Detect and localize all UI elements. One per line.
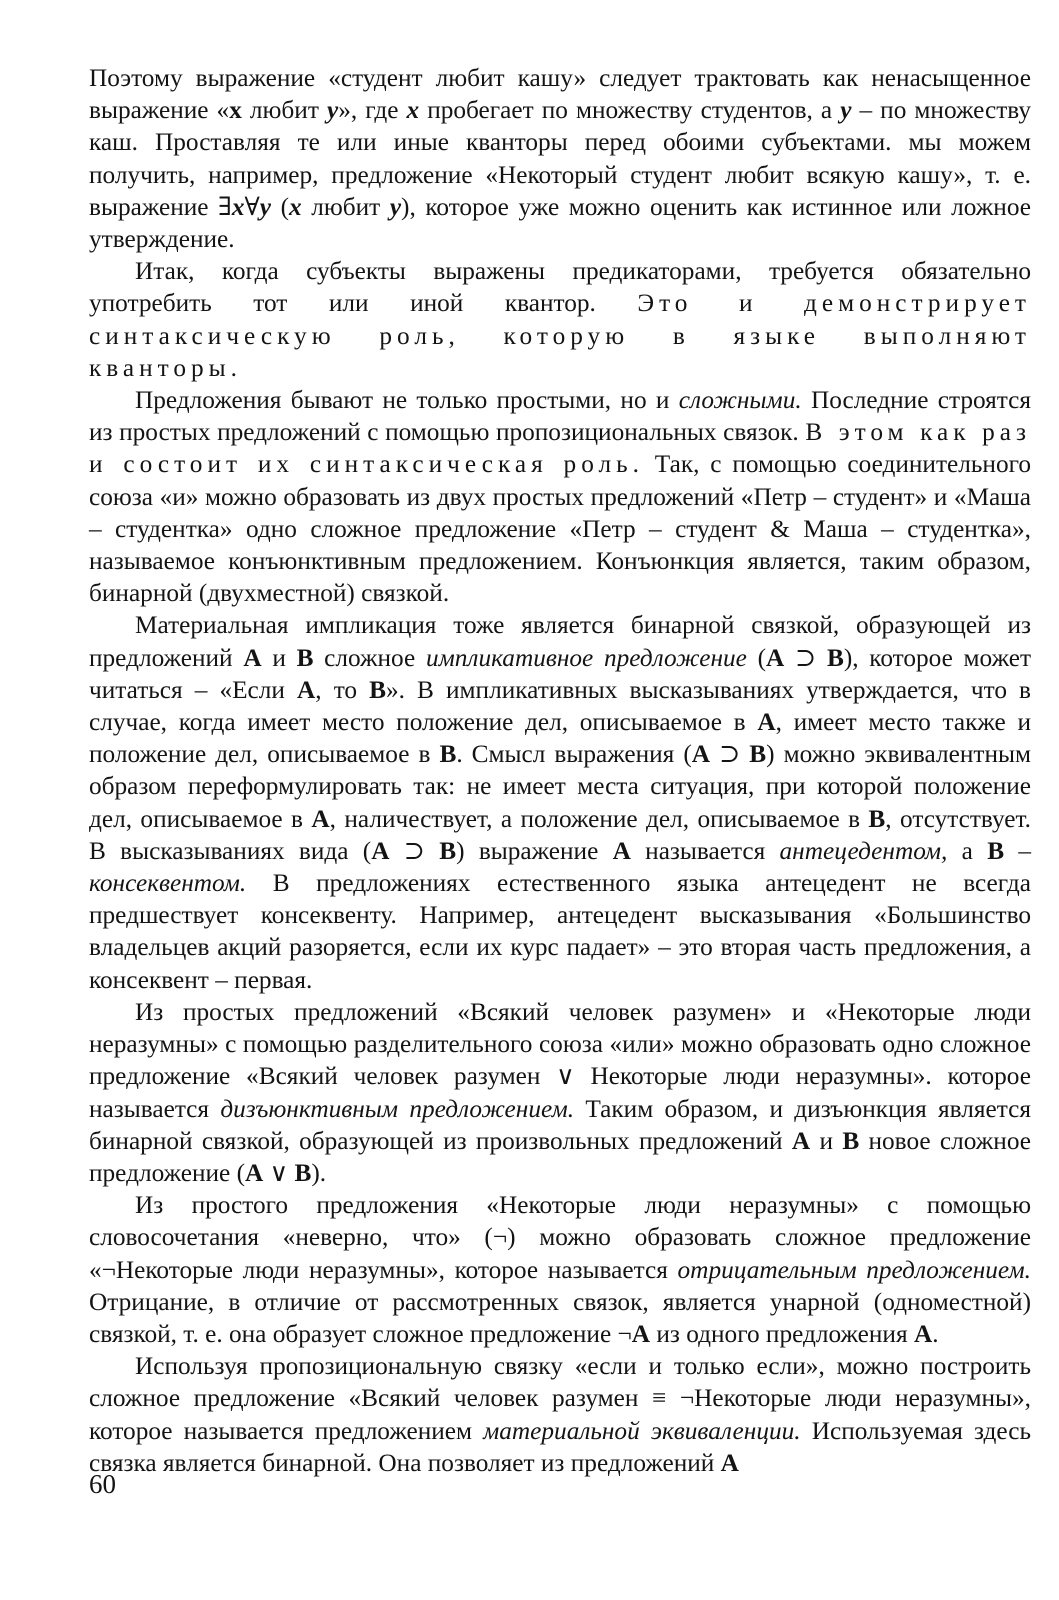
text-run: y bbox=[389, 192, 402, 221]
text-run: любит bbox=[301, 192, 390, 221]
text-run: B bbox=[749, 740, 767, 769]
text-run: В предложениях естественного языка антецедент не всегда предшествует консеквенту. Например, антецедент высказывания «Большинство владельцев акций разоряется, если их курс падает» – это вторая часть предложения, а консеквент – первая. bbox=[89, 869, 1031, 994]
text-run: , имеет место также и положение дел, описываемое в bbox=[89, 708, 1032, 769]
paragraph-2 bbox=[89, 255, 1031, 384]
text-run: Так, с помощью соединительного союза «и» можно образовать из двух простых предложений «Петр – студент» и «Маша – студентка» одно сложное предложение «Петр – студент & Маша – студентка», называемое конъюнктивным предложением. Конъюнкция является, таким образом, бинарной (двухместной) связкой. bbox=[89, 450, 1031, 608]
text-run: антецедентом, bbox=[779, 836, 948, 865]
text-run: B bbox=[369, 675, 387, 704]
text-run: ∀ bbox=[244, 192, 260, 221]
text-run: импликативное предложение bbox=[425, 643, 747, 672]
text-run: дизъюнктивным предложением. bbox=[220, 1094, 575, 1123]
text-run: из одного предложения bbox=[650, 1319, 914, 1348]
text-run: A bbox=[631, 1319, 651, 1348]
text-run: ( bbox=[746, 643, 767, 672]
paragraph-6 bbox=[89, 1189, 1031, 1350]
text-run: . bbox=[932, 1319, 939, 1348]
text-run: A bbox=[297, 675, 316, 704]
text-run: консеквентом. bbox=[89, 869, 247, 898]
text-run: Итак, когда субъекты выражены предикаторами, требуется обязательно употребить тот или иной квантор. bbox=[89, 257, 1031, 318]
text-run: В этом как раз и состоит их синтаксическая роль. bbox=[89, 418, 1031, 479]
text-run: A bbox=[913, 1319, 933, 1348]
text-run: ) можно эквивалентным образом переформулировать так: не имеет места ситуация, при которой положение дел, описываемое в bbox=[89, 740, 1031, 833]
text-run: B bbox=[987, 836, 1005, 865]
text-run: , отсутствует. В высказываниях вида ( bbox=[89, 804, 1031, 865]
text-run: новое сложное предложение ( bbox=[89, 1126, 1032, 1187]
text-run: x bbox=[231, 192, 245, 221]
text-run: », где bbox=[338, 96, 407, 125]
text-run: B bbox=[439, 740, 457, 769]
text-run: A bbox=[791, 1126, 811, 1155]
text-run: Из простого предложения «Некоторые люди неразумны» с помощью словосочетания «неверно, что» (¬) можно образовать сложное предложение «¬Некоторые люди неразумны», которое называется bbox=[89, 1191, 1031, 1284]
text-run: ), которое может читаться – «Если bbox=[89, 643, 1032, 704]
text-run: ⊃ bbox=[389, 836, 440, 865]
text-run: A bbox=[243, 643, 262, 672]
text-run: и bbox=[810, 1126, 843, 1155]
text-run: y bbox=[840, 96, 852, 125]
text-run: A bbox=[720, 1448, 739, 1477]
paragraph-3 bbox=[89, 384, 1031, 609]
text-run: сложными. bbox=[678, 386, 802, 415]
text-run: Это и демонстрирует синтаксическую роль, которую в языке выполняют кванторы. bbox=[89, 289, 1031, 382]
text-run: ». В импликативных высказываниях утверждается, что в случае, когда имеет место положение дел, описываемое в bbox=[89, 675, 1032, 737]
text-run: B bbox=[868, 804, 886, 833]
text-run: B bbox=[294, 1158, 312, 1187]
text-run: называется bbox=[630, 836, 780, 865]
text-run: y bbox=[326, 96, 339, 125]
paragraph-5 bbox=[89, 996, 1031, 1189]
text-run: B bbox=[439, 836, 457, 865]
text-run: A bbox=[757, 708, 776, 737]
text-run: . Смысл выражения ( bbox=[456, 740, 692, 769]
text-run: B bbox=[296, 643, 314, 672]
text-run: x bbox=[406, 96, 420, 125]
text-run: A bbox=[245, 1158, 264, 1187]
text-run: любит bbox=[241, 96, 327, 125]
text-run: A bbox=[311, 804, 330, 833]
text-run: y bbox=[259, 192, 271, 221]
page-body bbox=[89, 62, 1031, 1479]
paragraph-4 bbox=[89, 609, 1031, 995]
text-run: – по множеству каш. Проставляя те или иные кванторы перед обоими субъектами. мы можем получить, например, предложение «Некоторый студент любит всякую кашу», т. е. выражение ∃ bbox=[89, 96, 1031, 221]
text-run: , то bbox=[315, 675, 370, 704]
text-run: ⊃ bbox=[784, 643, 827, 672]
text-run: Используя пропозициональную связку «если и только если», можно построить сложное предложение «Всякий человек разумен ≡ ¬Некоторые люди неразумны», которое называется предложением bbox=[89, 1352, 1031, 1445]
text-run: Поэтому выражение «студент любит кашу» следует трактовать как ненасыщенное выражение « bbox=[89, 64, 1031, 125]
text-run: а bbox=[947, 836, 988, 865]
text-run: ). bbox=[311, 1158, 327, 1187]
text-run: A bbox=[371, 836, 390, 865]
text-run: Последние строятся из простых предложений с помощью пропозициональных связок. bbox=[89, 386, 1031, 447]
text-run: A bbox=[612, 836, 631, 865]
paragraph-1 bbox=[89, 62, 1031, 255]
text-run: Материальная импликация тоже является бинарной связкой, образующей из предложений bbox=[89, 611, 1031, 672]
text-run: B bbox=[826, 643, 844, 672]
text-run: Используемая здесь связка является бинарной. Она позволяет из предложений bbox=[89, 1416, 1032, 1477]
text-run: – bbox=[1004, 836, 1031, 865]
text-run: ⊃ bbox=[710, 740, 750, 769]
text-run: x bbox=[289, 192, 302, 221]
paragraph-7 bbox=[89, 1350, 1031, 1479]
text-run: ), которое уже можно оценить как истинное или ложное утверждение. bbox=[89, 192, 1032, 254]
text-run: , наличествует, а положение дел, описываемое в bbox=[329, 804, 869, 833]
text-run: и bbox=[261, 643, 297, 672]
text-run: материальной эквиваленции. bbox=[483, 1416, 801, 1445]
text-run: сложное bbox=[313, 643, 426, 672]
text-run: Таким образом, и дизъюнкция является бинарной связкой, образующей из произвольных предложений bbox=[89, 1094, 1032, 1155]
text-run: ) выражение bbox=[456, 836, 613, 865]
text-run: A bbox=[766, 643, 785, 672]
text-run: пробегает по множеству студентов, а bbox=[419, 96, 841, 125]
text-run: Отрицание, в отличие от рассмотренных связок, является унарной (одноместной) связкой, т. е. она образует сложное предложение ¬ bbox=[89, 1287, 1031, 1348]
text-run: ∨ bbox=[263, 1158, 295, 1187]
text-run: ( bbox=[270, 192, 289, 221]
text-run: A bbox=[691, 740, 711, 769]
text-run: B bbox=[842, 1126, 860, 1155]
page-number: 60 bbox=[89, 1469, 116, 1499]
text-run: отрицательным предложением. bbox=[677, 1255, 1032, 1284]
text-run: Предложения бывают не только простыми, но и bbox=[135, 386, 679, 415]
text-run: Из простых предложений «Всякий человек разумен» и «Некоторые люди неразумны» с помощью разделительного союза «или» можно образовать одно сложное предложение «Всякий человек разумен ∨ Некоторые люди неразумны». которое называется bbox=[89, 997, 1031, 1123]
text-run: x bbox=[229, 96, 242, 125]
